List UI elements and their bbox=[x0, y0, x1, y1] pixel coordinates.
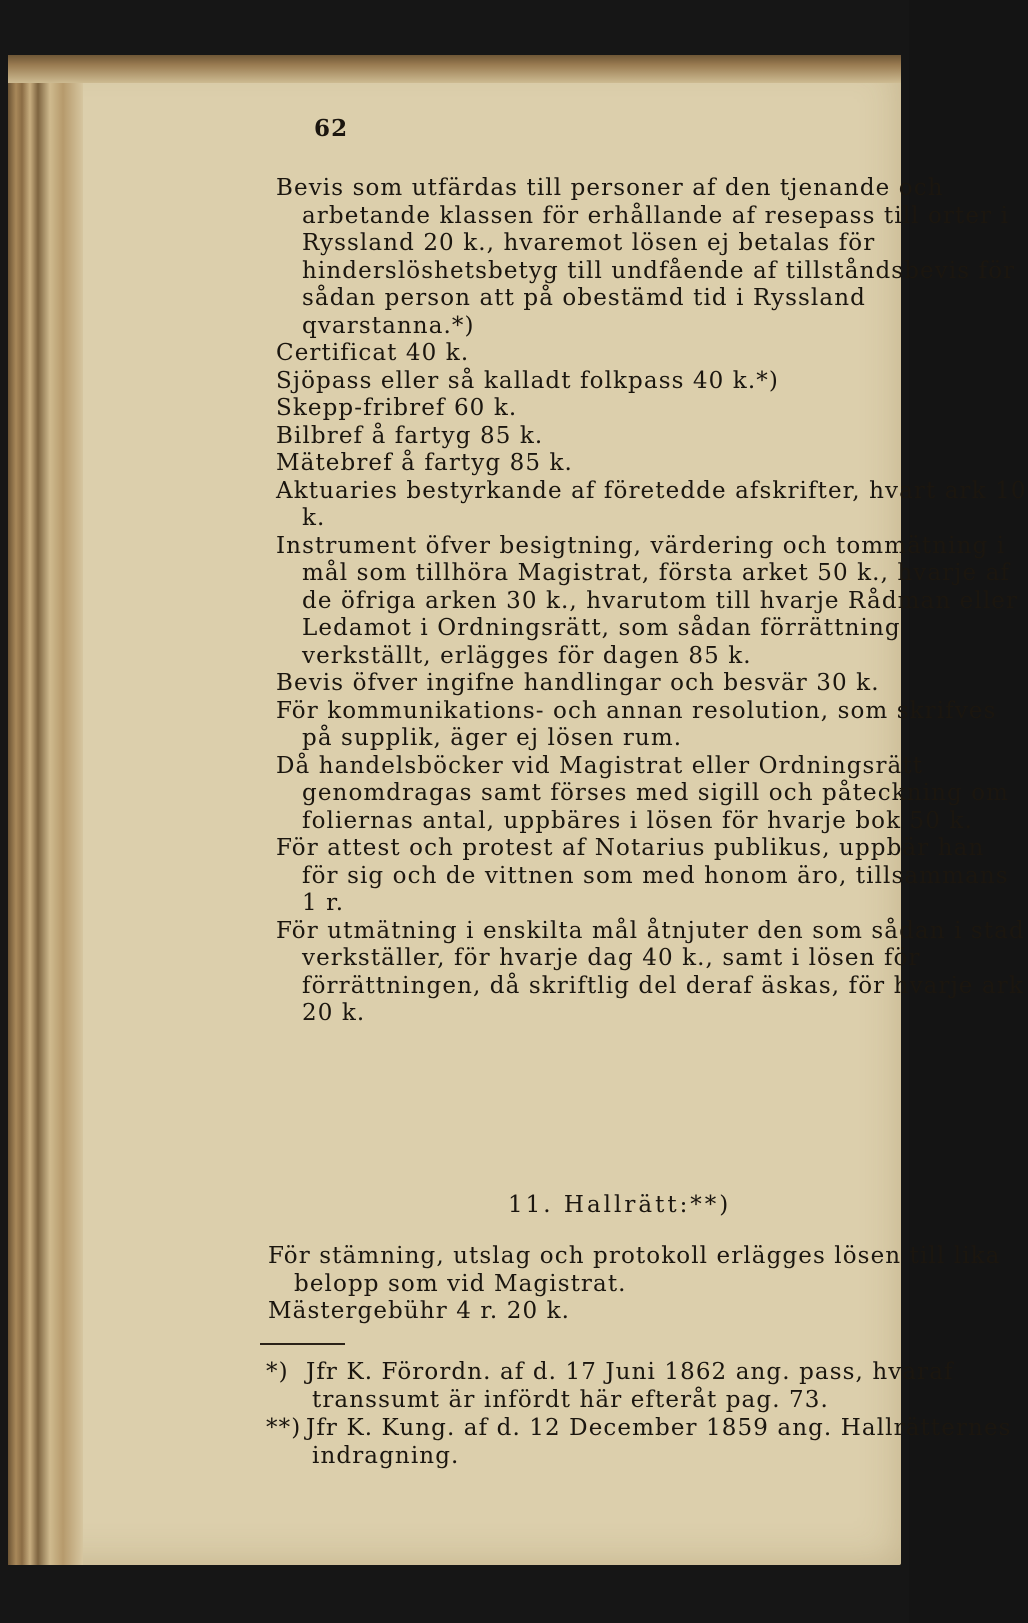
fee-entry: Mätebref å fartyg 85 k. bbox=[276, 450, 573, 476]
footnote-marker: *) bbox=[266, 1359, 289, 1385]
footnote-marker: **) bbox=[266, 1415, 302, 1441]
fee-entry: Skepp-fribref 60 k. bbox=[276, 395, 518, 421]
fee-entry: Instrument öfver besigtning, värdering och tommätning i mål som tillhöra Magistrat, första arket 50 k., hvarje af de öfriga arken 30 k., hvarutom till hvarje Rådman eller Ledamot i Ordningsrätt, som sådan förrättning verkställt, erlägges för dagen 85 k. bbox=[276, 532, 1019, 669]
fee-entry: Sjöpass eller så kalladt folkpass 40 k.*) bbox=[276, 367, 779, 394]
section-entries bbox=[268, 1243, 1020, 1326]
footnote-text: Jfr K. Förordn. af d. 17 Juni 1862 ang. pass, hvaraf transsumt är infördt här efteråt pag. 73. bbox=[306, 1359, 954, 1413]
footnote bbox=[266, 1414, 1018, 1470]
section-heading: 11. Hallrätt:**) bbox=[508, 1192, 732, 1218]
section-entry: Mästergebühr 4 r. 20 k. bbox=[268, 1298, 571, 1324]
footnote-divider bbox=[260, 1343, 345, 1345]
page-top-edge bbox=[8, 55, 901, 83]
fee-entries bbox=[276, 175, 1028, 1028]
fee-entry: Aktuaries bestyrkande af företedde afskrifter, hvart ark 10 k. bbox=[276, 477, 1027, 531]
fee-entry: Certificat 40 k. bbox=[276, 340, 470, 366]
footnote bbox=[266, 1358, 1018, 1414]
fee-entry: För kommunikations- och annan resolution, som skrifves på supplik, äger ej lösen rum. bbox=[276, 697, 997, 751]
fee-entry: Då handelsböcker vid Magistrat eller Ordningsrätt genomdragas samt förses med sigill och påteckning om foliernas antal, uppbäres i lösen för hvarje bok 50 k. bbox=[276, 752, 1010, 834]
fee-entry: Bilbref å fartyg 85 k. bbox=[276, 422, 544, 449]
section-entry: För stämning, utslag och protokoll erlägges lösen till lika belopp som vid Magistrat. bbox=[268, 1243, 1001, 1297]
footnotes bbox=[266, 1358, 1018, 1470]
page-number: 62 bbox=[314, 115, 349, 142]
fee-entry: Bevis öfver ingifne handlingar och besvär 30 k. bbox=[276, 670, 880, 696]
fee-entry: Bevis som utfärdas till personer af den tjenande och arbetande klassen för erhållande af resepass till orter i Ryssland 20 k., hvaremot lösen ej betalas för hinderslöshetsbetyg till undfående af tillståndsbevis för sådan person att på obestämd tid i Ryssland qvarstanna.*) bbox=[276, 175, 1016, 339]
fee-entry: För attest och protest af Notarius publikus, uppbär han för sig och de vittnen som med honom äro, tillsammans 1 r. bbox=[276, 835, 1009, 916]
page-gutter-edge bbox=[8, 55, 83, 1565]
footnote-text: Jfr K. Kung. af d. 12 December 1859 ang. Hallrätternes indragning. bbox=[306, 1415, 1012, 1469]
fee-entry: För utmätning i enskilta mål åtnjuter den som sådan i stad verkställer, för hvarje dag 40 k., samt i lösen för förrättningen, då skriftlig del deraf äskas, för hvarje ark 20 k. bbox=[276, 917, 1025, 1026]
